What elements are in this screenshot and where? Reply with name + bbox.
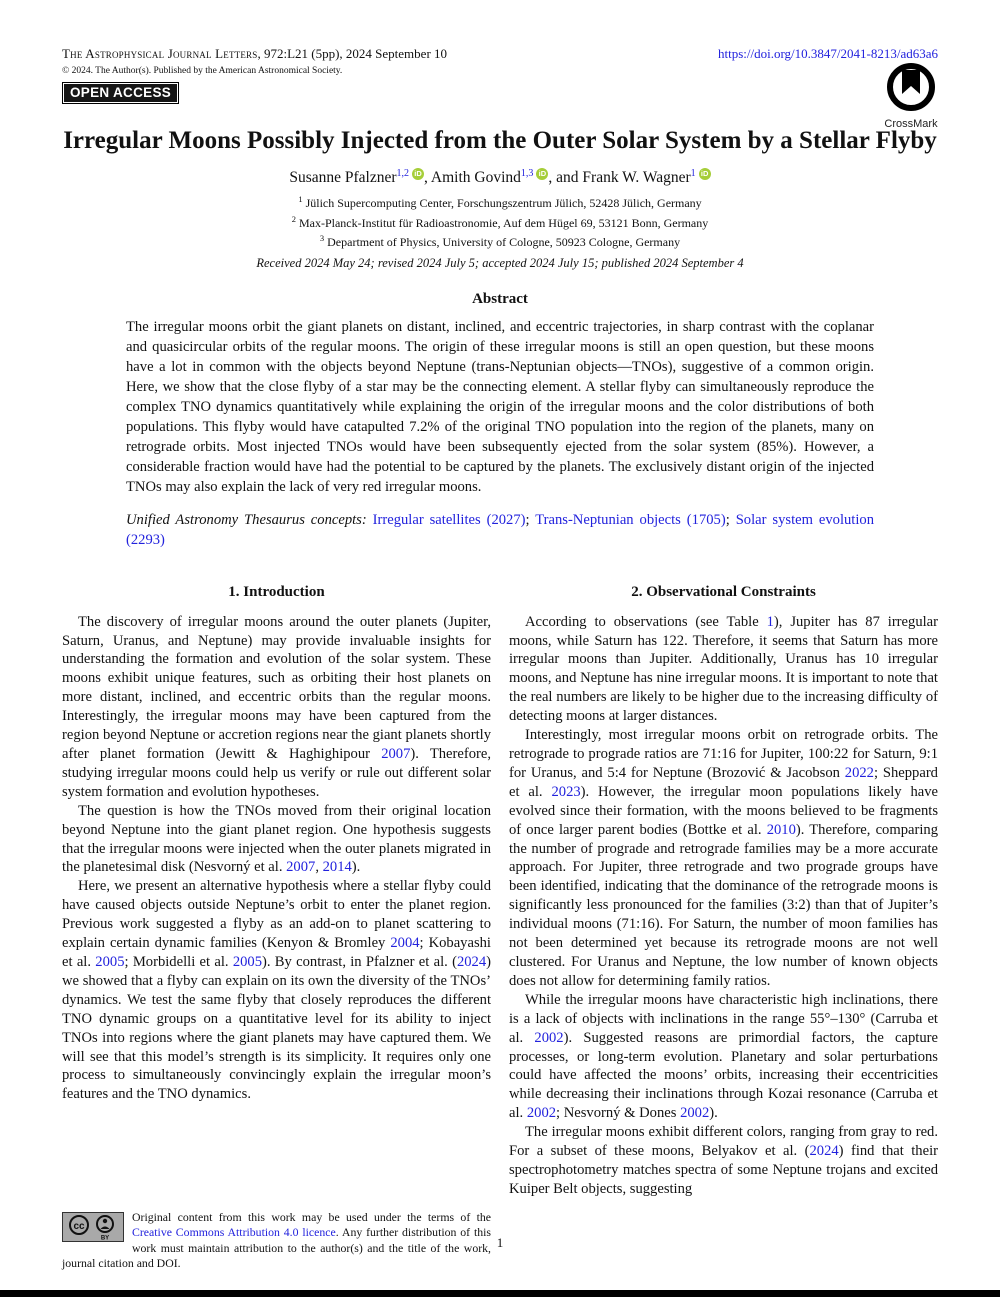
left-column (62, 580, 491, 1272)
link[interactable]: 2007 (286, 859, 316, 876)
affiliation-3: $^3$ Department of Physics, University of Cologne, 50923 Cologne, Germany (319, 233, 681, 250)
crossmark-button[interactable] (878, 62, 944, 130)
paragraph: Interestingly, most irregular moons orbit on retrograde orbits. The retrograde to prograde ratios are 71:16 for Jupiter, 100:22 for Saturn, 9:1 for Uranus, and 5:4 for Neptune (Brozović & Jacobson 2022; Sheppard et al. 2023). However, the irregular moon populations likely have evolved since their formation, with the moons believed to be fragments of once larger parent bodies (Bottke et al. 2010). Therefore, comparing the number of prograde and retrograde families may be a more accurate approach. For Jupiter, three retrograde and two prograde groups have been identified, indicating that the dominance of the retrograde moons is significantly less pronounced for the families (3:2) than that of Jupiter’s individual moons (71:16). For Saturn, the number of moon families has not been determined yet because its retrograde moons are not well clustered. For Uranus and Neptune, the low number of known objects does not allow for determining family ratios. (509, 727, 939, 989)
crossmark-icon (886, 99, 936, 116)
svg-text:BY: BY (100, 1235, 110, 1242)
link[interactable]: 2024 (809, 1143, 839, 1160)
link[interactable]: 2014 (322, 859, 352, 876)
paragraph: The discovery of irregular moons around the outer planets (Jupiter, Saturn, Uranus, and Neptune) may provide invaluable insights for understanding the formation and evolution of the solar system. These moons exhibit unique features, such as orbiting their host planets on more distant, inclined, and eccentric orbits than the regular moons. Interestingly, the irregular moons may have been captured from the region beyond Neptune or accretion regions near the giant planets shortly after planet formation (Jewitt & Haghighipour 2007). Therefore, studying irregular moons could help us verify or rule out different solar system formation and evolution hypotheses. (62, 613, 491, 800)
orcid-icon[interactable]: iD (412, 168, 424, 180)
link[interactable]: 2022 (844, 764, 874, 781)
journal-header (62, 46, 938, 62)
body-columns (62, 580, 938, 1272)
right-column (509, 580, 938, 1272)
orcid-icon[interactable]: iD (536, 168, 548, 180)
affiliation-1: $^1$ Jülich Supercomputing Center, Forschungszentrum Jülich, 52428 Jülich, Germany (298, 194, 702, 211)
link[interactable]: 2024 (456, 953, 487, 970)
link[interactable]: 1 (690, 168, 696, 179)
link[interactable]: Creative Commons Attribution 4.0 licence (132, 1225, 336, 1240)
paragraph: While the irregular moons have characteristic high inclinations, there is a lack of objects with inclinations in the range 55°–130° (Carruba et al. 2002). Suggested reasons are primordial factors, the capture processes, or long-term evolution. Planetary and solar perturbations could have affected the moons’ orbits, increasing their eccentricities while decreasing their inclinations through Kozai resonance (Carruba et al. 2002; Nesvorný & Dones 2002). (509, 991, 938, 1122)
abstract-text: The irregular moons orbit the giant planets on distant, inclined, and eccentric trajectories, in sharp contrast with the coplanar and quasicircular orbits of the regular moons. The origin of these irregular moons is still an open question, but these moons have a lot in common with the objects beyond Neptune (trans-Neptunian objects—TNOs), suggestive of a common origin. Here, we show that the close flyby of a star may be the connecting element. A stellar flyby can simultaneously reproduce the complex TNO dynamics quantitatively while explaining the origin of the irregular moons and the color distributions of both populations. This flyby would have catapulted 7.2% of the original TNO population into the region of the planets, many on retrograde orbits. Most injected TNOs would have been subsequently ejected from the solar system (85%). However, a considerable fraction would have had the potential to be captured by the planets. The exclusively distant origin of the injected TNOs may also explain the lack of very red irregular moons. (126, 318, 874, 495)
license-text: Original content from this work may be used under the terms of the Creative Commons Attribution 4.0 licence. Any further distribution of this work must maintain attribution to the author(s) and the title of the work, journal citation and DOI. (62, 1210, 491, 1271)
thesaurus-concepts: Unified Astronomy Thesaurus concepts: Irregular satellites (2027); Trans-Neptunian objects (1705); Solar system evolution (2293) (126, 511, 875, 548)
author-list: Susanne Pfalzner$^{1,2}$ iD , Amith Govind$^{1,3}$ iD , and Frank W. Wagner$^1$ iD (62, 168, 938, 187)
crossmark-label: CrossMark (884, 118, 938, 130)
link[interactable]: Solar system evolution (2293) (126, 511, 875, 548)
journal-citation (62, 46, 447, 62)
affiliation-2: $^2$ Max-Planck-Institut für Radioastronomie, Auf dem Hügel 69, 53121 Bonn, Germany (291, 213, 709, 230)
abstract-section (126, 291, 874, 550)
link[interactable]: 2004 (390, 935, 420, 952)
link[interactable]: 2007 (381, 746, 411, 762)
orcid-icon[interactable]: iD (699, 168, 711, 180)
paragraph: The irregular moons exhibit different colors, ranging from gray to red. For a subset of these moons, Belyakov et al. (2024) find that their spectrophotometry matches spectra of some Neptune trojans and excited Kuiper Belt objects, suggesting (509, 1124, 938, 1197)
journal-issue: , 972:L21 (5pp), 2024 September 10 (257, 46, 448, 61)
link[interactable]: 1 (766, 613, 774, 630)
affiliations (62, 192, 938, 251)
open-access-badge: OPEN ACCESS (62, 82, 179, 104)
link[interactable]: 2002 (526, 1105, 557, 1122)
link[interactable]: Trans-Neptunian objects (1705) (535, 511, 726, 528)
link[interactable]: 2023 (551, 783, 581, 800)
paper-title: Irregular Moons Possibly Injected from the Outer Solar System by a Stellar Flyby (63, 127, 937, 154)
journal-name: The Astrophysical Journal Letters (62, 46, 258, 61)
copyright-line: © 2024. The Author(s). Published by the American Astronomical Society. (62, 66, 343, 76)
link[interactable]: 1,3 (520, 168, 534, 179)
link[interactable]: 2005 (95, 953, 125, 970)
paragraph: According to observations (see Table 1), Jupiter has 87 irregular moons, while Saturn has 122. Therefore, it seems that Saturn has more irregular moons than Jupiter. Additionally, Uranus has 10 irregular moons, and Neptune has nine irregular moons. It is important to note that the real numbers are likely to be higher due to the increasing difficulty of detecting moons at larger distances. (509, 613, 939, 725)
doi-link[interactable]: https://doi.org/10.3847/2041-8213/ad63a6 (717, 46, 938, 61)
section-heading-observational-constraints: 2. Observational Constraints (631, 583, 816, 600)
section-heading-introduction: 1. Introduction (228, 583, 325, 600)
abstract-heading: Abstract (472, 290, 528, 307)
link[interactable]: 2002 (680, 1105, 710, 1122)
paragraph: The question is how the TNOs moved from their original location beyond Neptune into the giant planet region. One hypothesis suggests that the irregular moons were injected when the outer planets migrated in the planetesimal disk (Nesvorný et al. 2007, 2014). (62, 802, 491, 876)
link[interactable]: 2002 (534, 1029, 564, 1046)
paragraph: Here, we present an alternative hypothesis where a stellar flyby could have caused objects outside Neptune’s orbit to enter the planet region. Previous work suggested a flyby as an add-on to planet scattering to explain certain dynamic families (Kenyon & Bromley 2004; Kobayashi et al. 2005; Morbidelli et al. 2005). By contrast, in Pfalzner et al. (2024) we showed that a flyby can explain on its own the diversity of the TNOs’ dynamics. We test the same flyby that closely reproduces the different TNO dynamic groups on a quantitative level for its ability to inject TNOs into regions where the giant planets may have captured them. We will see that this model’s strength is its simplicity. It requires only one process to simultaneously convincingly explain the irregular moon’s features and the TNO dynamics. (62, 878, 492, 1103)
history-dates: Received 2024 May 24; revised 2024 July 5; accepted 2024 July 15; published 2024 September 4 (256, 255, 744, 270)
link[interactable]: 2010 (766, 821, 796, 838)
page-bottom-edge (0, 1290, 1000, 1297)
page-number: 1 (496, 1235, 504, 1250)
link[interactable]: 2005 (232, 953, 263, 970)
link[interactable]: Irregular satellites (2027) (372, 511, 526, 528)
svg-text:cc: cc (73, 1221, 85, 1233)
link[interactable]: 1,2 (396, 168, 410, 179)
